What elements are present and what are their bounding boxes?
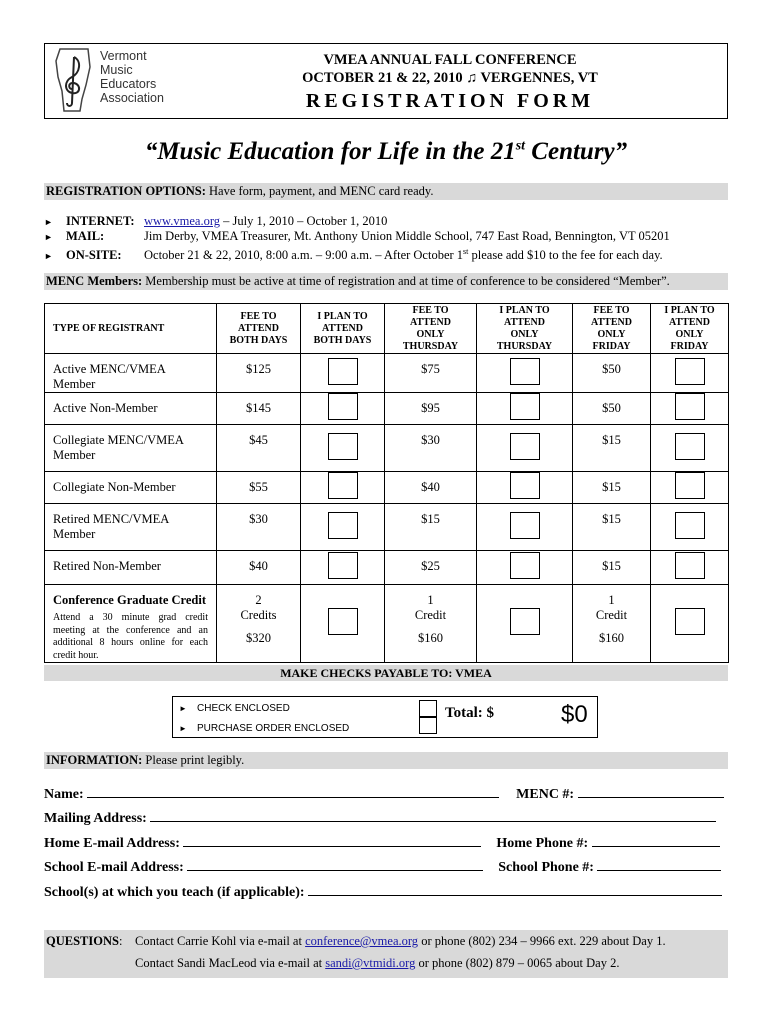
table-row (45, 354, 729, 393)
conference-title: VMEA ANNUAL FALL CONFERENCE (323, 52, 577, 68)
form-title: REGISTRATION FORM (305, 90, 595, 112)
header-fee-both: FEE TO ATTEND BOTH DAYS (217, 304, 301, 354)
checkbox-thursday[interactable] (477, 551, 573, 585)
vmea-website-link[interactable]: www.vmea.org (144, 214, 221, 228)
org-name-line: Association (100, 91, 164, 105)
registrant-type: Active MENC/VMEA Member (45, 354, 217, 393)
option-text: – July 1, 2010 – October 1, 2010 (220, 214, 388, 228)
fee-thursday: $40 (385, 472, 477, 504)
checkbox-grad-thursday[interactable] (477, 585, 573, 663)
grad-credit-thursday: 1 Credit $160 (385, 585, 477, 663)
information-label: INFORMATION: (46, 753, 143, 767)
option-label: MAIL: (66, 229, 105, 243)
checkbox-grad-friday[interactable] (651, 585, 729, 663)
school-phone-label: School Phone #: (498, 860, 594, 875)
option-text-end: please add $10 to the fee for each day. (468, 248, 663, 263)
mailing-address-label: Mailing Address: (44, 811, 147, 826)
fee-both: $125 (217, 354, 301, 393)
bullet-arrow-icon: ► (44, 217, 53, 227)
checkbox-thursday[interactable] (477, 504, 573, 551)
checkbox-both-days[interactable] (301, 393, 385, 425)
fee-both: $145 (217, 393, 301, 425)
fee-friday: $15 (573, 551, 651, 585)
registrant-type: Retired MENC/VMEA Member (45, 504, 217, 551)
school-email-field[interactable] (187, 858, 483, 871)
bullet-arrow-icon: ► (44, 251, 53, 262)
registrant-type: Active Non-Member (45, 393, 217, 425)
po-enclosed-option[interactable] (179, 723, 349, 734)
table-row (45, 425, 729, 472)
name-row (44, 785, 724, 803)
option-text: October 21 & 22, 2010, 8:00 a.m. – 9:00 a.m. – After October 1 (144, 248, 464, 263)
fee-thursday: $15 (385, 504, 477, 551)
tagline-sup: st (515, 138, 526, 154)
schools-label: School(s) at which you teach (if applicable): (44, 885, 305, 900)
menc-note-bar (44, 273, 728, 290)
information-text: Please print legibly. (142, 753, 245, 767)
schools-row (44, 883, 722, 901)
fee-thursday: $30 (385, 425, 477, 472)
menc-number-label: MENC #: (516, 787, 575, 802)
header-fee-fri: FEE TO ATTEND ONLY FRIDAY (573, 304, 651, 354)
fee-friday: $50 (573, 354, 651, 393)
registrant-type: Collegiate MENC/VMEA Member (45, 425, 217, 472)
header-plan-thu: I PLAN TO ATTEND ONLY THURSDAY (477, 304, 573, 354)
fee-both: $45 (217, 425, 301, 472)
checkbox-friday[interactable] (651, 504, 729, 551)
home-contact-row (44, 834, 720, 852)
org-name-line: Vermont (100, 49, 147, 63)
checkbox-check-enclosed[interactable] (419, 700, 437, 717)
registration-options-label: REGISTRATION OPTIONS: (46, 184, 206, 198)
checkbox-thursday[interactable] (477, 393, 573, 425)
header-plan-both: I PLAN TO ATTEND BOTH DAYS (301, 304, 385, 354)
home-phone-field[interactable] (592, 834, 720, 847)
name-field[interactable] (87, 785, 499, 798)
checkbox-both-days[interactable] (301, 472, 385, 504)
conference-date: OCTOBER 21 & 22, 2010 ♫ VERGENNES, VT (302, 70, 598, 86)
bullet-arrow-icon: ► (44, 232, 53, 242)
mailing-address-field[interactable] (150, 809, 716, 822)
name-label: Name: (44, 787, 84, 802)
checks-payable-bar: MAKE CHECKS PAYABLE TO: VMEA (44, 665, 728, 681)
home-email-label: Home E-mail Address: (44, 836, 180, 851)
fee-friday: $15 (573, 472, 651, 504)
schools-field[interactable] (308, 883, 722, 896)
questions-line-day2: Contact Sandi MacLeod via e-mail at sandi@vtmidi.org or phone (802) 879 – 0065 about Day 2. (135, 956, 620, 970)
checkbox-friday[interactable] (651, 425, 729, 472)
option-onsite (44, 244, 663, 264)
option-label: INTERNET: (66, 214, 135, 228)
checkbox-friday[interactable] (651, 472, 729, 504)
table-row-grad-credit (45, 585, 729, 663)
fee-friday: $15 (573, 425, 651, 472)
conference-email-link[interactable]: conference@vmea.org (305, 934, 419, 948)
org-name-line: Educators (100, 77, 157, 91)
information-bar (44, 752, 728, 769)
option-internet (44, 214, 387, 230)
checkbox-grad-both-days[interactable] (301, 585, 385, 663)
tagline-text-end: Century” (525, 138, 628, 165)
sandi-email-link[interactable]: sandi@vtmidi.org (325, 956, 416, 970)
fee-both: $40 (217, 551, 301, 585)
grad-credit-title: Conference Graduate Credit (53, 593, 206, 607)
table-row (45, 551, 729, 585)
check-enclosed-option[interactable] (179, 703, 290, 714)
header-fee-thu: FEE TO ATTEND ONLY THURSDAY (385, 304, 477, 354)
table-row (45, 504, 729, 551)
option-label: ON-SITE: (66, 248, 122, 263)
fee-friday: $50 (573, 393, 651, 425)
bullet-arrow-icon: ► (179, 704, 187, 713)
checkbox-both-days[interactable] (301, 551, 385, 585)
school-contact-row (44, 858, 721, 876)
mailing-address-row (44, 809, 716, 827)
po-enclosed-label: PURCHASE ORDER ENCLOSED (197, 723, 350, 734)
home-phone-label: Home Phone #: (496, 836, 589, 851)
grad-credit-both: 2 Credits $320 (217, 585, 301, 663)
home-email-field[interactable] (183, 834, 481, 847)
table-row (45, 393, 729, 425)
fee-table (44, 303, 729, 663)
bullet-arrow-icon: ► (179, 724, 187, 733)
header-type: TYPE OF REGISTRANT (45, 304, 217, 354)
fee-both: $30 (217, 504, 301, 551)
registration-options-bar (44, 183, 728, 200)
checkbox-both-days[interactable] (301, 504, 385, 551)
checkbox-both-days[interactable] (301, 425, 385, 472)
checkbox-friday[interactable] (651, 393, 729, 425)
checkbox-friday[interactable] (651, 551, 729, 585)
option-mail (44, 229, 670, 245)
header-plan-fri: I PLAN TO ATTEND ONLY FRIDAY (651, 304, 729, 354)
checkbox-both-days[interactable] (301, 354, 385, 393)
grad-credit-friday: 1 Credit $160 (573, 585, 651, 663)
table-row (45, 472, 729, 504)
table-header-row (45, 304, 729, 354)
vmea-logo (52, 47, 172, 115)
registrant-type: Collegiate Non-Member (45, 472, 217, 504)
fee-thursday: $25 (385, 551, 477, 585)
payment-box (172, 696, 598, 738)
registrant-type: Retired Non-Member (45, 551, 217, 585)
checkbox-friday[interactable] (651, 354, 729, 393)
option-sup: st (463, 247, 469, 256)
school-phone-field[interactable] (597, 858, 721, 871)
total-label: Total: $ (445, 705, 495, 721)
vermont-state-clef-icon (52, 47, 96, 113)
org-name-line: Music (100, 63, 133, 77)
checkbox-po-enclosed[interactable] (419, 717, 437, 734)
menc-number-field[interactable] (578, 785, 724, 798)
tagline-text: “Music Education for Life in the 21 (144, 138, 516, 165)
fee-thursday: $95 (385, 393, 477, 425)
questions-box (44, 930, 728, 978)
questions-line-day1: Contact Carrie Kohl via e-mail at conference@vmea.org or phone (802) 234 – 9966 ext. 229 about Day 1. (135, 934, 666, 948)
questions-label: QUESTIONS: (46, 934, 123, 948)
menc-note-label: MENC Members: (46, 274, 143, 288)
school-email-label: School E-mail Address: (44, 860, 184, 875)
checkbox-thursday[interactable] (477, 472, 573, 504)
fee-friday: $15 (573, 504, 651, 551)
option-text: Jim Derby, VMEA Treasurer, Mt. Anthony Union Middle School, 747 East Road, Bennington, VT 05201 (144, 229, 670, 243)
grad-credit-cell (45, 585, 217, 663)
checkbox-thursday[interactable] (477, 425, 573, 472)
fee-both: $55 (217, 472, 301, 504)
check-enclosed-label: CHECK ENCLOSED (197, 703, 290, 714)
checkbox-thursday[interactable] (477, 354, 573, 393)
fee-thursday: $75 (385, 354, 477, 393)
menc-note-text: Membership must be active at time of registration and at time of conference to be considered “Member”. (142, 274, 670, 288)
tagline (44, 138, 728, 166)
registration-options-text: Have form, payment, and MENC card ready. (205, 184, 434, 198)
total-amount-field[interactable]: $0 (561, 701, 588, 728)
grad-credit-note: Attend a 30 minute grad credit meeting at the conference and an additional 8 hours online for each credit hour. (53, 612, 208, 661)
